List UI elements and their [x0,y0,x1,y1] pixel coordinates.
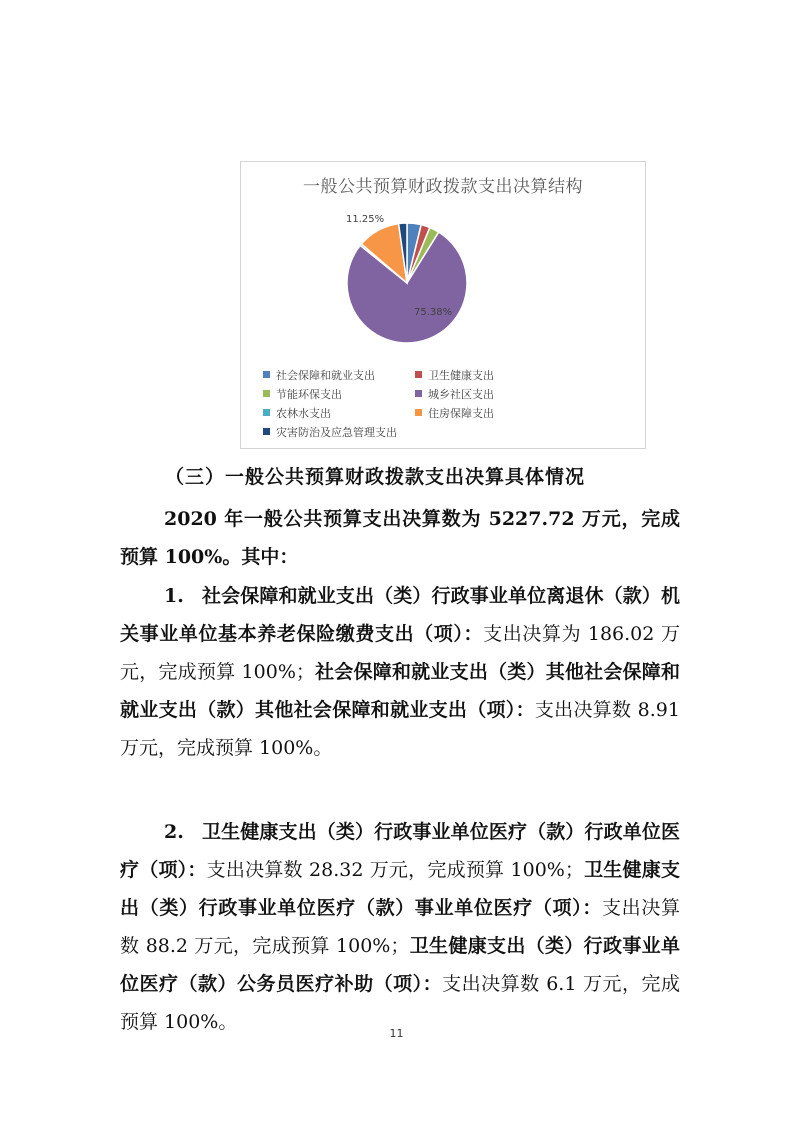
legend-swatch [415,409,422,416]
legend-swatch [263,390,270,397]
legend-item [263,404,415,421]
legend-label: 城乡社区支出 [428,387,494,401]
item-1b-amount: 支出决算数 8.91 万元，完成预算 100%。 [120,699,680,759]
pie-chart-frame [240,161,646,449]
legend-item [415,404,615,421]
item-2c-amount: 支出决算数 6.1 万元，完成预算 100%。 [120,973,680,1033]
legend-label: 卫生健康支出 [428,368,494,382]
total-paragraph: 2020 年一般公共预算支出决算数为 5227.72 万元，完成预算 100%。其中： [120,508,680,568]
item-1a-category: 社会保障和就业支出（类）行政事业单位离退休（款）机关事业单位基本养老保险缴费支出（项）： [120,585,680,645]
legend-item [415,366,615,383]
legend-swatch [263,428,270,435]
legend-label: 节能环保支出 [276,387,342,401]
item-2-number: 2. [164,821,184,843]
item-2-paragraph [120,813,680,1041]
item-1-number: 1. [164,585,184,607]
pie-chart [241,162,645,362]
legend-label: 社会保障和就业支出 [276,368,375,382]
page-number: 11 [389,1027,404,1040]
pie-data-label: 11.25% [346,214,385,225]
legend-swatch [263,371,270,378]
section-heading: （三）一般公共预算财政拨款支出决算具体情况 [165,466,586,488]
item-2b-category: 卫生健康支出（类）行政事业单位医疗（款）事业单位医疗（项）： [120,859,680,919]
legend-label: 农林水支出 [276,406,331,420]
legend-item [263,423,415,440]
legend-item [263,366,415,383]
item-2c-category: 卫生健康支出（类）行政事业单位医疗（款）公务员医疗补助（项）： [120,935,680,995]
chart-legend [263,366,633,440]
legend-label: 住房保障支出 [428,406,494,420]
legend-item [263,385,415,402]
legend-swatch [415,390,422,397]
legend-swatch [415,371,422,378]
chart-title: 一般公共预算财政拨款支出决算结构 [303,177,583,197]
item-1a-amount: 支出决算为 186.02 万元，完成预算 100%； [120,623,680,683]
legend-swatch [263,409,270,416]
item-1-paragraph [120,577,680,767]
item-1b-category: 社会保障和就业支出（类）其他社会保障和就业支出（款）其他社会保障和就业支出（项）： [120,661,680,721]
item-2a-category: 卫生健康支出（类）行政事业单位医疗（款）行政单位医疗（项）： [120,821,680,881]
legend-item [415,385,615,402]
legend-label: 灾害防治及应急管理支出 [276,425,397,439]
pie-data-label: 75.38% [414,307,453,318]
item-2a-amount: 支出决算数 28.32 万元，完成预算 100%； [206,859,584,881]
item-2b-amount: 支出决算数 88.2 万元，完成预算 100%； [120,897,680,957]
